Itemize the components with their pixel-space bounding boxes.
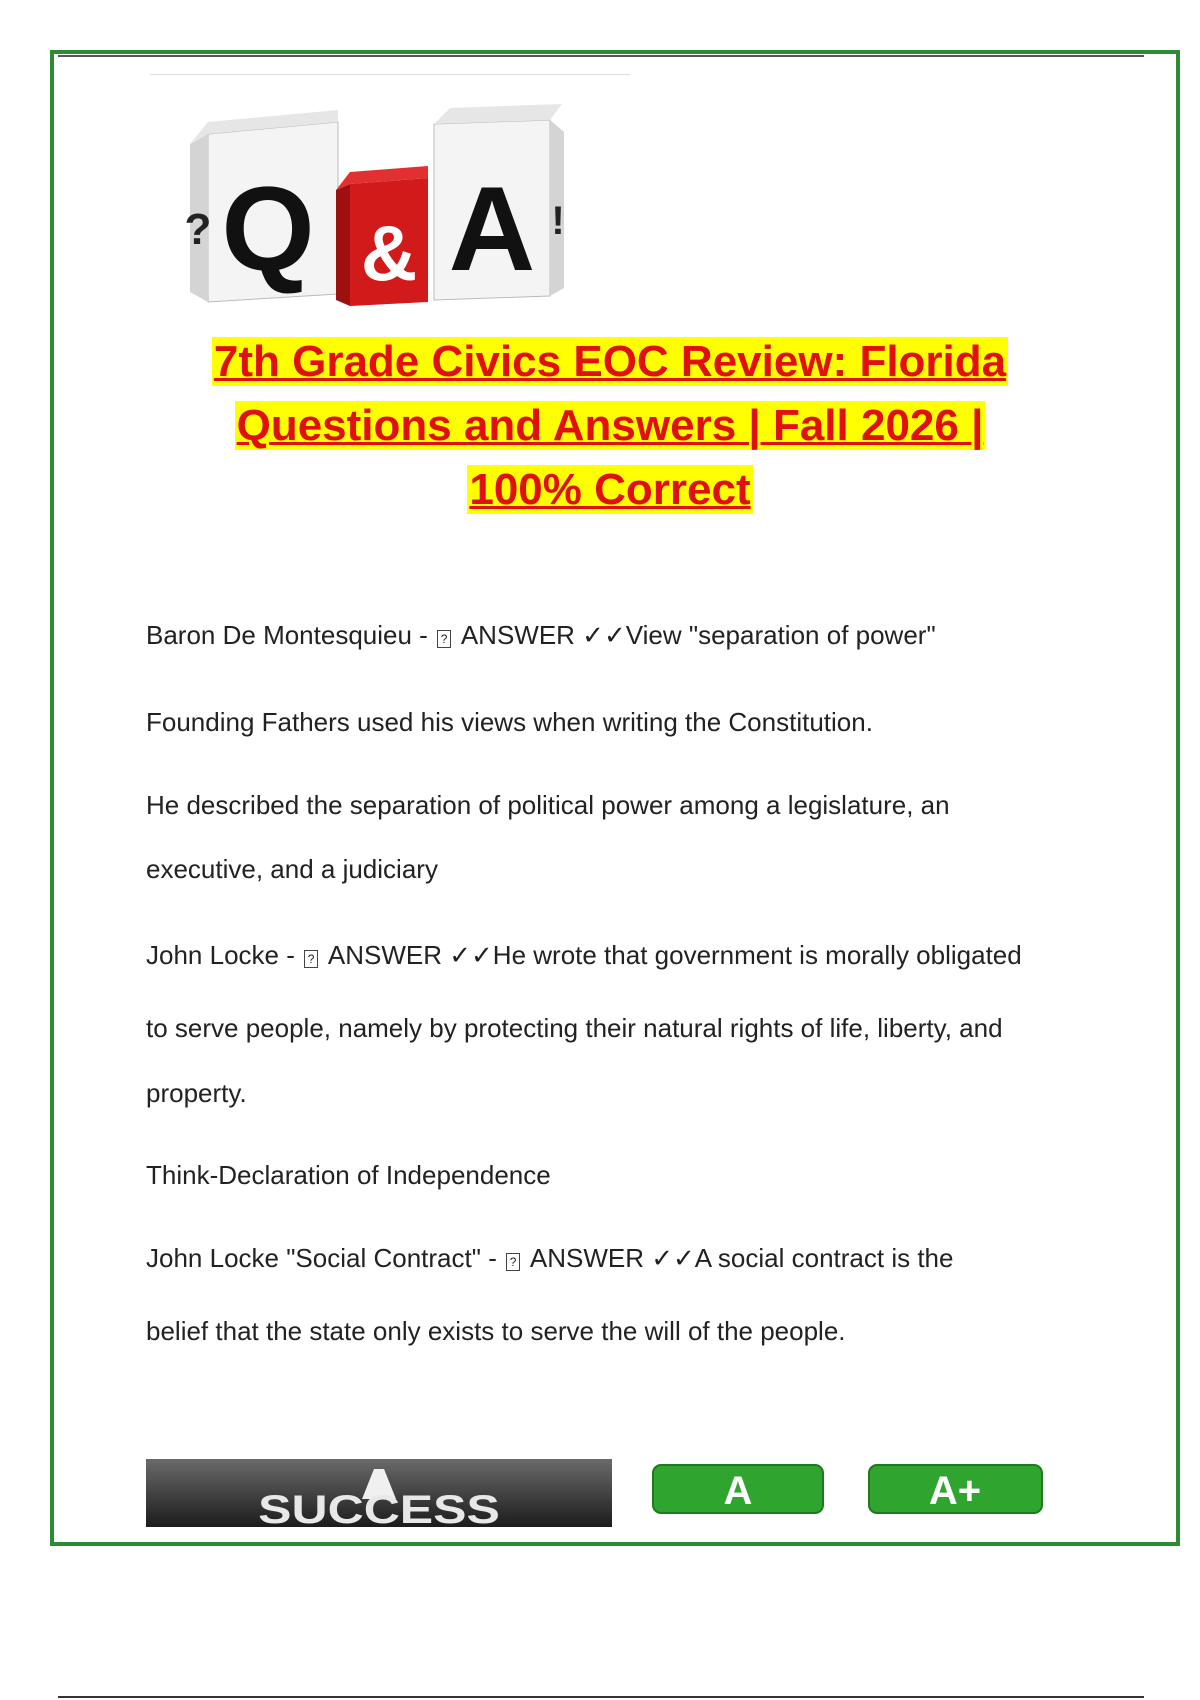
amp-die	[336, 166, 428, 306]
missing-glyph-icon: ?	[437, 630, 451, 648]
social-contract-line-2: belief that the state only exists to serve the will of the people.	[146, 1316, 846, 1346]
svg-text:&: &	[360, 209, 418, 297]
paragraph-separation-line-2: executive, and a judiciary	[146, 854, 438, 884]
locke-answer-line-2: to serve people, namely by protecting their natural rights of life, liberty, and	[146, 1013, 1003, 1043]
svg-text:Q: Q	[221, 162, 315, 296]
locke-answer-line-3: property.	[146, 1078, 247, 1108]
term-text: John Locke -	[146, 940, 303, 970]
term-text: Baron De Montesquieu -	[146, 620, 436, 650]
missing-glyph-icon: ?	[304, 950, 318, 968]
qa-entry-social-contract	[146, 1243, 1106, 1274]
qa-entry-locke	[146, 940, 1106, 971]
success-road-image	[146, 1459, 612, 1527]
answer-text: ANSWER ✓✓He wrote that government is morally obligated	[322, 940, 1022, 970]
svg-text:A+: A+	[928, 1469, 982, 1513]
grade-a-plus-badge	[868, 1464, 1043, 1514]
q-die	[185, 110, 338, 302]
title-line-2: Questions and Answers | Fall 2026 |	[236, 401, 984, 450]
a-die	[434, 104, 565, 300]
grade-a-badge	[652, 1464, 824, 1514]
term-text: John Locke "Social Contract" -	[146, 1243, 505, 1273]
document-title	[110, 330, 1110, 522]
svg-text:?: ?	[184, 205, 212, 254]
svg-text:A: A	[723, 1469, 753, 1513]
svg-text:SUCCESS: SUCCESS	[258, 1486, 500, 1527]
qa-dice-image	[150, 74, 630, 324]
svg-text:A: A	[448, 162, 536, 296]
paragraph-founding-fathers: Founding Fathers used his views when writing the Constitution.	[146, 707, 873, 737]
title-line-1: 7th Grade Civics EOC Review: Florida	[213, 337, 1007, 386]
paragraph-declaration: Think-Declaration of Independence	[146, 1160, 551, 1190]
bottom-rule	[58, 1696, 1144, 1698]
answer-text: ANSWER ✓✓View "separation of power"	[455, 620, 936, 650]
answer-text: ANSWER ✓✓A social contract is the	[524, 1243, 954, 1273]
qa-entry-montesquieu	[146, 620, 1106, 651]
svg-text:!: !	[551, 199, 565, 243]
paragraph-separation-line-1: He described the separation of political power among a legislature, an	[146, 790, 950, 820]
title-line-3: 100% Correct	[469, 465, 751, 514]
missing-glyph-icon: ?	[506, 1253, 520, 1271]
